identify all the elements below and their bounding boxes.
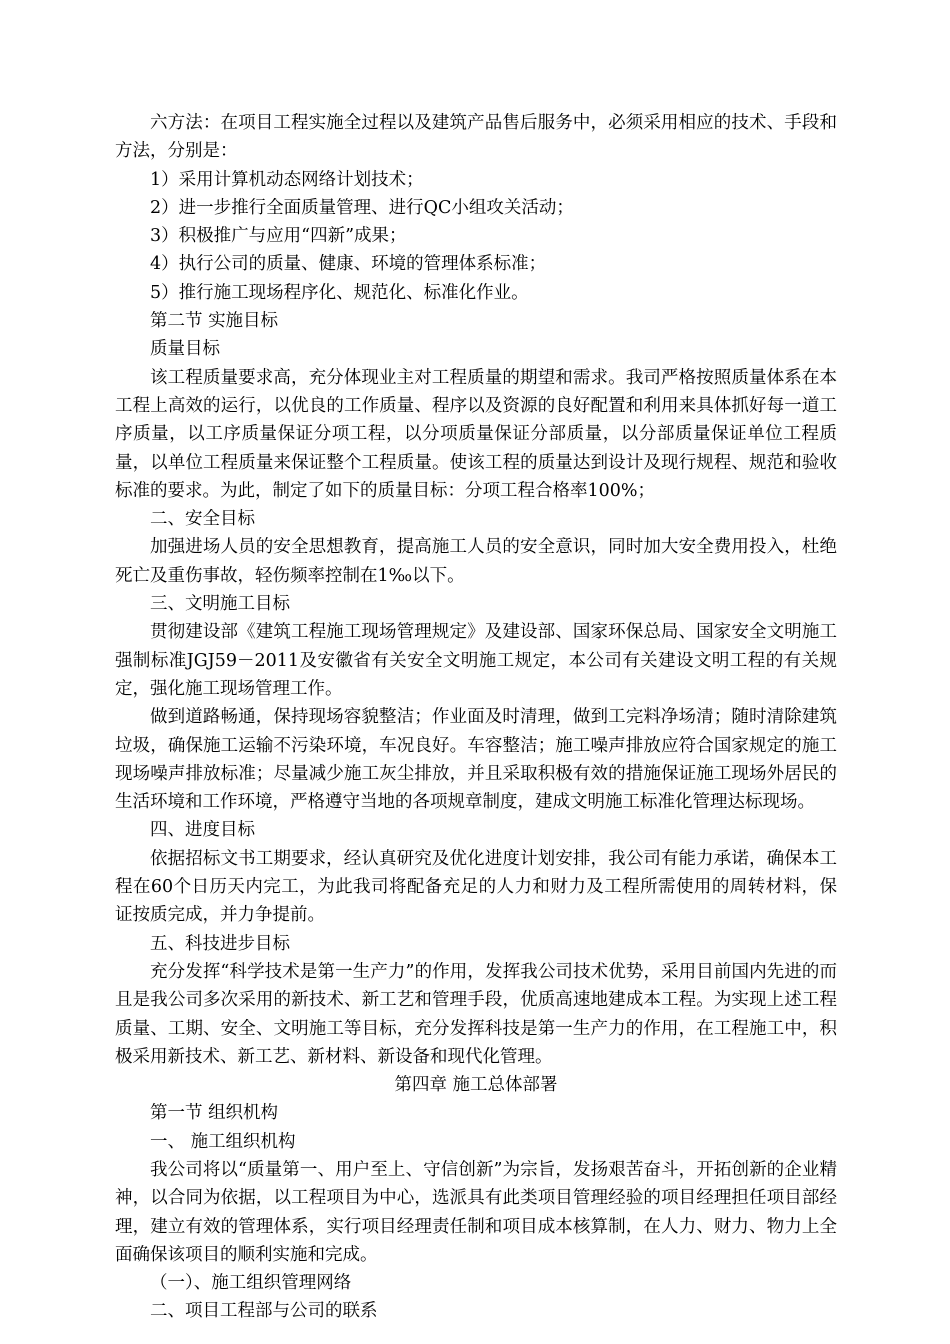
method-item-2: 2）进一步推行全面质量管理、进行QC小组攻关活动； bbox=[150, 197, 574, 218]
section-heading-organization: 第一节 组织机构 bbox=[150, 1103, 279, 1124]
subheading-organization: 一、 施工组织机构 bbox=[150, 1131, 296, 1152]
method-item-4: 4）执行公司的质量、健康、环境的管理体系标准； bbox=[150, 254, 547, 275]
methods-intro: 六方法：在项目工程实施全过程以及建筑产品售后服务中，必须采用相应的技术、手段和方法，分别是： bbox=[115, 113, 837, 162]
subheading-network: （一）、施工组织管理网络 bbox=[150, 1273, 352, 1294]
subheading-civilized: 三、文明施工目标 bbox=[150, 594, 290, 615]
chapter-heading: 第四章 施工总体部署 bbox=[394, 1075, 558, 1096]
civilized-paragraph-1: 贯彻建设部《建筑工程施工现场管理规定》及建设部、国家环保总局、国家安全文明施工强制标准JGJ59－2011及安徽省有关安全文明施工规定，本公司有关建设文明工程的有关规定，强化施工现场管理工作。 bbox=[115, 622, 837, 699]
subheading-safety: 二、安全目标 bbox=[150, 509, 255, 530]
section-heading-goals: 第二节 实施目标 bbox=[150, 311, 279, 332]
document-page bbox=[115, 109, 837, 1326]
method-item-1: 1）采用计算机动态网络计划技术； bbox=[150, 169, 424, 190]
method-item-5: 5）推行施工现场程序化、规范化、标准化作业。 bbox=[150, 282, 529, 303]
subheading-schedule: 四、进度目标 bbox=[150, 820, 255, 841]
organization-paragraph: 我公司将以“质量第一、用户至上、守信创新”为宗旨，发扬艰苦奋斗，开拓创新的企业精神，以合同为依据，以工程项目为中心，选派具有此类项目管理经验的项目经理担任项目部经理，建立有效的管理体系，实行项目经理责任制和项目成本核算制，在人力、财力、物力上全面确保该项目的顺利实施和完成。 bbox=[115, 1159, 837, 1265]
technology-paragraph: 充分发挥“科学技术是第一生产力”的作用，发挥我公司技术优势，采用目前国内先进的而且是我公司多次采用的新技术、新工艺和管理手段，优质高速地建成本工程。为实现上述工程质量、工期、安全、文明施工等目标，充分发挥科技是第一生产力的作用，在工程施工中，积极采用新技术、新工艺、新材料、新设备和现代化管理。 bbox=[115, 961, 837, 1067]
schedule-paragraph: 依据招标文书工期要求，经认真研究及优化进度计划安排，我公司有能力承诺，确保本工程在60个日历天内完工，为此我司将配备充足的人力和财力及工程所需使用的周转材料，保证按质完成，并力争提前。 bbox=[115, 848, 837, 926]
civilized-paragraph-2: 做到道路畅通，保持现场容貌整洁；作业面及时清理，做到工完料净场清；随时清除建筑垃圾，确保施工运输不污染环境，车况良好。车容整洁；施工噪声排放应符合国家规定的施工现场噪声排放标准；尽量减少施工灰尘排放，并且采取积极有效的措施保证施工现场外居民的生活环境和工作环境，严格遵守当地的各项规章制度，建成文明施工标准化管理达标现场。 bbox=[115, 707, 837, 813]
subheading-technology: 五、科技进步目标 bbox=[150, 933, 290, 954]
subheading-relation: 二、项目工程部与公司的联系 bbox=[150, 1301, 378, 1322]
subheading-quality: 质量目标 bbox=[150, 339, 220, 360]
quality-paragraph: 该工程质量要求高，充分体现业主对工程质量的期望和需求。我司严格按照质量体系在本工程上高效的运行，以优良的工作质量、程序以及资源的良好配置和利用来具体抓好每一道工序质量，以工序质量保证分项工程，以分项质量保证分部质量，以分部质量保证单位工程质量，以单位工程质量来保证整个工程质量。使该工程的质量达到设计及现行规程、规范和验收标准的要求。为此，制定了如下的质量目标：分项工程合格率100%； bbox=[115, 367, 837, 501]
safety-paragraph: 加强进场人员的安全思想教育，提高施工人员的安全意识，同时加大安全费用投入，杜绝死亡及重伤事故，轻伤频率控制在1‰以下。 bbox=[115, 537, 837, 586]
method-item-3: 3）积极推广与应用“四新”成果； bbox=[150, 226, 407, 247]
